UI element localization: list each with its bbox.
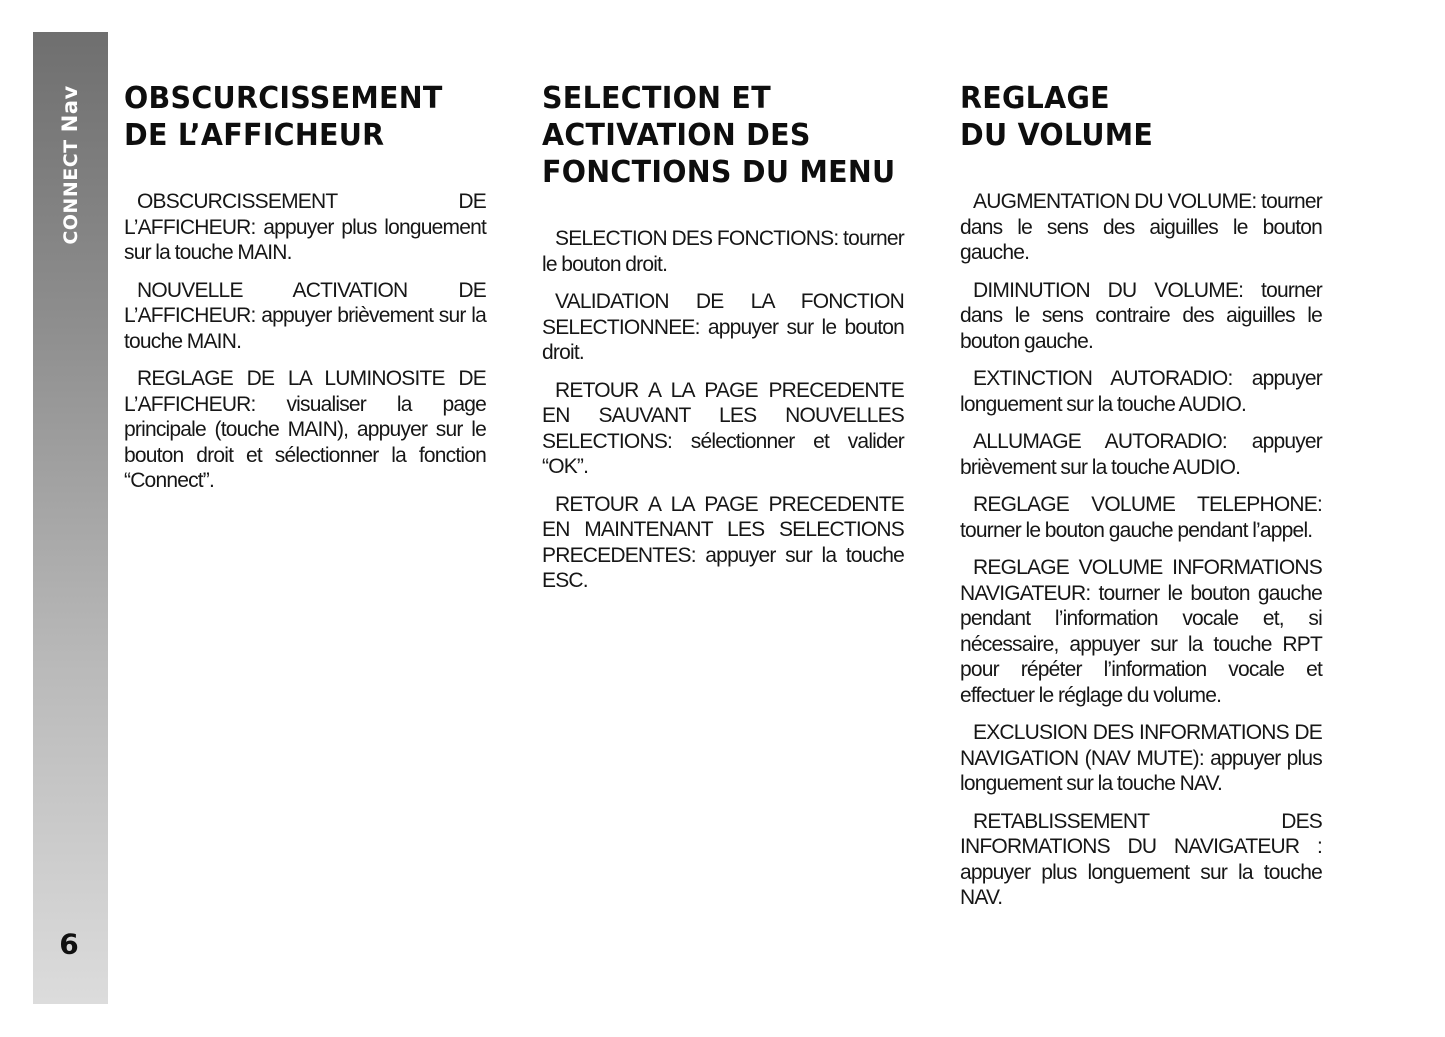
section-heading <box>960 80 1304 154</box>
paragraph: REGLAGE VOLUME INFORMATIONS NAVIGATEUR: tourner le bouton gauche pendant l’information vocale et, si nécessaire, appuyer sur la touche RPT pour répéter l’information vocale et effectuer le réglage du volume. <box>960 556 1322 707</box>
column-menu-selection <box>542 80 904 606</box>
heading-line: REGLAGE <box>960 81 1110 116</box>
paragraph: RETABLISSEMENT DES INFORMATIONS DU NAVIGATEUR : appuyer plus longuement sur la touche NAV. <box>960 809 1322 909</box>
paragraph: VALIDATION DE LA FONCTION SELECTIONNEE: appuyer sur le bouton droit. <box>542 290 904 364</box>
paragraph: EXCLUSION DES INFORMATIONS DE NAVIGATION (NAV MUTE): appuyer plus longuement sur la touche NAV. <box>960 721 1322 795</box>
paragraph: RETOUR A LA PAGE PRECEDENTE EN MAINTENANT LES SELECTIONS PRECEDENTES: appuyer sur la touche ESC. <box>542 492 904 592</box>
paragraphs <box>124 189 486 494</box>
paragraph: REGLAGE VOLUME TELEPHONE: tourner le bouton gauche pendant l’appel. <box>960 493 1322 542</box>
paragraphs <box>542 226 904 594</box>
paragraph: ALLUMAGE AUTORADIO: appuyer brièvement sur la touche AUDIO. <box>960 430 1322 479</box>
paragraphs <box>960 189 1322 911</box>
page-number: 6 <box>59 927 79 961</box>
paragraph: REGLAGE DE LA LUMINOSITE DE L’AFFICHEUR: visualiser la page principale (touche MAIN), appuyer sur le bouton droit et sélectionner la fonction “Connect”. <box>124 367 486 492</box>
paragraph: NOUVELLE ACTIVATION DE L’AFFICHEUR: appuyer brièvement sur la touche MAIN. <box>124 278 486 353</box>
heading-line: DU VOLUME <box>960 118 1154 153</box>
section-label <box>58 85 82 244</box>
paragraph: OBSCURCISSEMENT DE L’AFFICHEUR: appuyer plus longuement sur la touche MAIN. <box>124 190 486 264</box>
heading-line: ACTIVATION DES <box>542 118 811 153</box>
section-heading <box>124 80 468 154</box>
paragraph: DIMINUTION DU VOLUME: tourner dans le sens contraire des aiguilles le bouton gauche. <box>960 278 1322 353</box>
column-display-dimming <box>124 80 486 506</box>
paragraph: RETOUR A LA PAGE PRECEDENTE EN SAUVANT LES NOUVELLES SELECTIONS: sélectionner et valider “OK”. <box>542 378 904 478</box>
paragraph: SELECTION DES FONCTIONS: tourner le bouton droit. <box>542 227 904 276</box>
heading-line: FONCTIONS DU MENU <box>542 155 896 190</box>
paragraph: EXTINCTION AUTORADIO: appuyer longuement sur la touche AUDIO. <box>960 367 1322 416</box>
section-heading <box>542 80 896 191</box>
heading-line: OBSCURCISSEMENT <box>124 81 443 116</box>
paragraph: AUGMENTATION DU VOLUME: tourner dans le sens des aiguilles le bouton gauche. <box>960 190 1322 264</box>
section-label-suffix: Nav <box>58 85 82 133</box>
section-label-main: CONNECT <box>60 139 82 245</box>
column-volume-adjustment <box>960 80 1322 923</box>
heading-line: DE L’AFFICHEUR <box>124 118 385 153</box>
heading-line: SELECTION ET <box>542 81 771 116</box>
